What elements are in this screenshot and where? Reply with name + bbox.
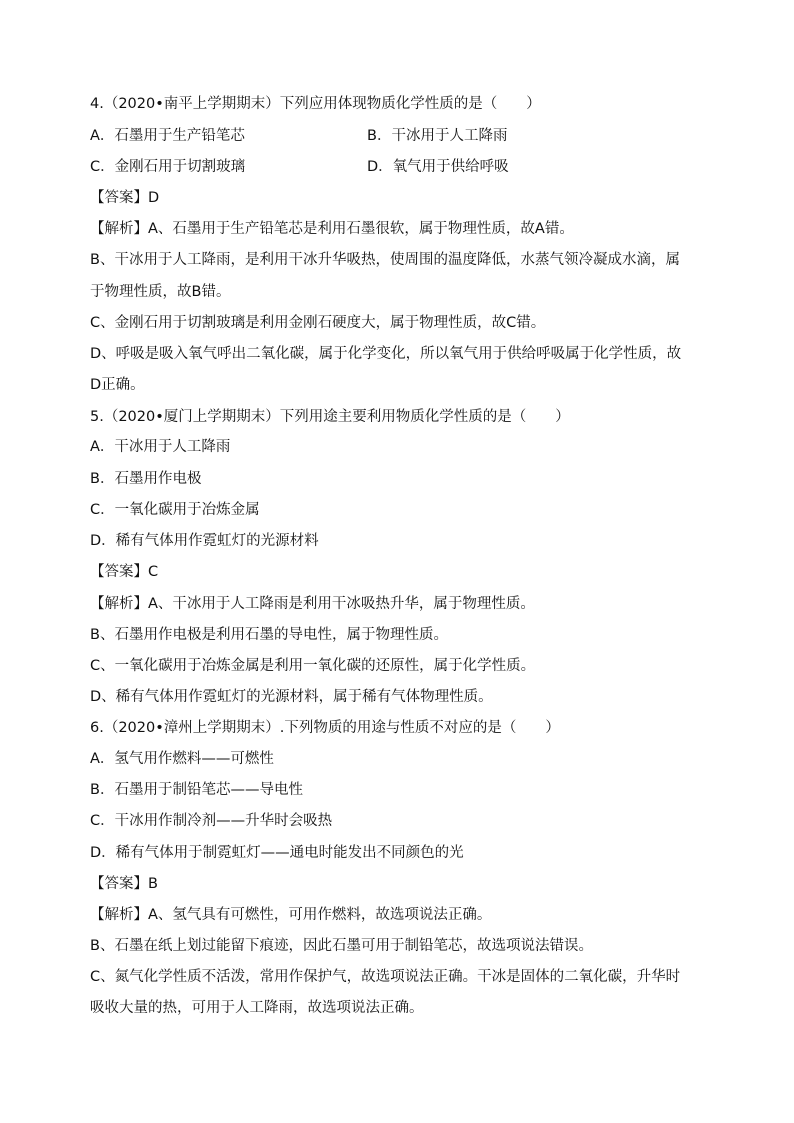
q5-option-d: D．稀有气体用作霓虹灯的光源材料 (90, 533, 319, 549)
q4-answer: 【答案】D (90, 190, 160, 206)
q5-option-a: A．干冰用于人工降雨 (90, 439, 231, 455)
q5-option-b: B．石墨用作电极 (90, 471, 202, 487)
q6-option-c: C．干冰用作制冷剂——升华时会吸热 (90, 813, 333, 829)
q4-option-b: B．干冰用于人工降雨 (367, 128, 508, 144)
q5-analysis-line: C、一氧化碳用于冶炼金属是利用一氧化碳的还原性，属于化学性质。 (90, 658, 536, 674)
q6-analysis-line: B、石墨在纸上划过能留下痕迹，因此石墨可用于制铅笔芯，故选项说法错误。 (90, 938, 593, 954)
q4-option-c: C．金刚石用于切割玻璃 (90, 159, 246, 175)
q4-analysis-line: D正确。 (90, 377, 145, 393)
q6-option-d: D．稀有气体用于制霓虹灯——通电时能发出不同颜色的光 (90, 845, 464, 861)
q6-analysis-line: 【解析】A、氢气具有可燃性，可用作燃料，故选项说法正确。 (90, 907, 492, 923)
q4-option-a: A．石墨用于生产铅笔芯 (90, 128, 245, 144)
q4-analysis-line: 【解析】A、石墨用于生产铅笔芯是利用石墨很软，属于物理性质，故A错。 (90, 221, 574, 237)
q5-stem: 5.（2020•厦门上学期期末）下列用途主要利用物质化学性质的是（ ） (90, 409, 570, 425)
q6-answer: 【答案】B (90, 876, 158, 892)
q5-analysis-line: D、稀有气体用作霓虹灯的光源材料，属于稀有气体物理性质。 (90, 689, 493, 705)
q4-analysis-line: 于物理性质，故B错。 (90, 284, 231, 300)
q6-analysis-line: 吸收大量的热，可用于人工降雨，故选项说法正确。 (90, 1000, 424, 1016)
q4-analysis-line: D、呼吸是吸入氧气呼出二氧化碳，属于化学变化，所以氧气用于供给呼吸属于化学性质，故 (90, 346, 682, 362)
q6-stem: 6.（2020•漳州上学期期末）.下列物质的用途与性质不对应的是（ ） (90, 720, 560, 736)
q4-analysis-line: C、金刚石用于切割玻璃是利用金刚石硬度大，属于物理性质，故C错。 (90, 315, 546, 331)
q5-option-c: C．一氧化碳用于冶炼金属 (90, 502, 260, 518)
q4-analysis-line: B、干冰用于人工降雨，是利用干冰升华吸热，使周围的温度降低，水蒸气领冷凝成水滴，属 (90, 252, 680, 268)
q5-analysis-line: B、石墨用作电极是利用石墨的导电性，属于物理性质。 (90, 627, 448, 643)
q4-option-d: D．氧气用于供给呼吸 (367, 159, 509, 175)
q6-option-a: A．氢气用作燃料——可燃性 (90, 751, 274, 767)
q5-analysis-line: 【解析】A、干冰用于人工降雨是利用干冰吸热升华，属于物理性质。 (90, 596, 535, 612)
q5-answer: 【答案】C (90, 564, 159, 580)
q4-stem: 4.（2020•南平上学期期末）下列应用体现物质化学性质的是（ ） (90, 96, 541, 112)
q6-analysis-line: C、氮气化学性质不活泼，常用作保护气，故选项说法正确。干冰是固体的二氧化碳，升华时 (90, 969, 681, 985)
q6-option-b: B．石墨用于制铅笔芯——导电性 (90, 782, 303, 798)
